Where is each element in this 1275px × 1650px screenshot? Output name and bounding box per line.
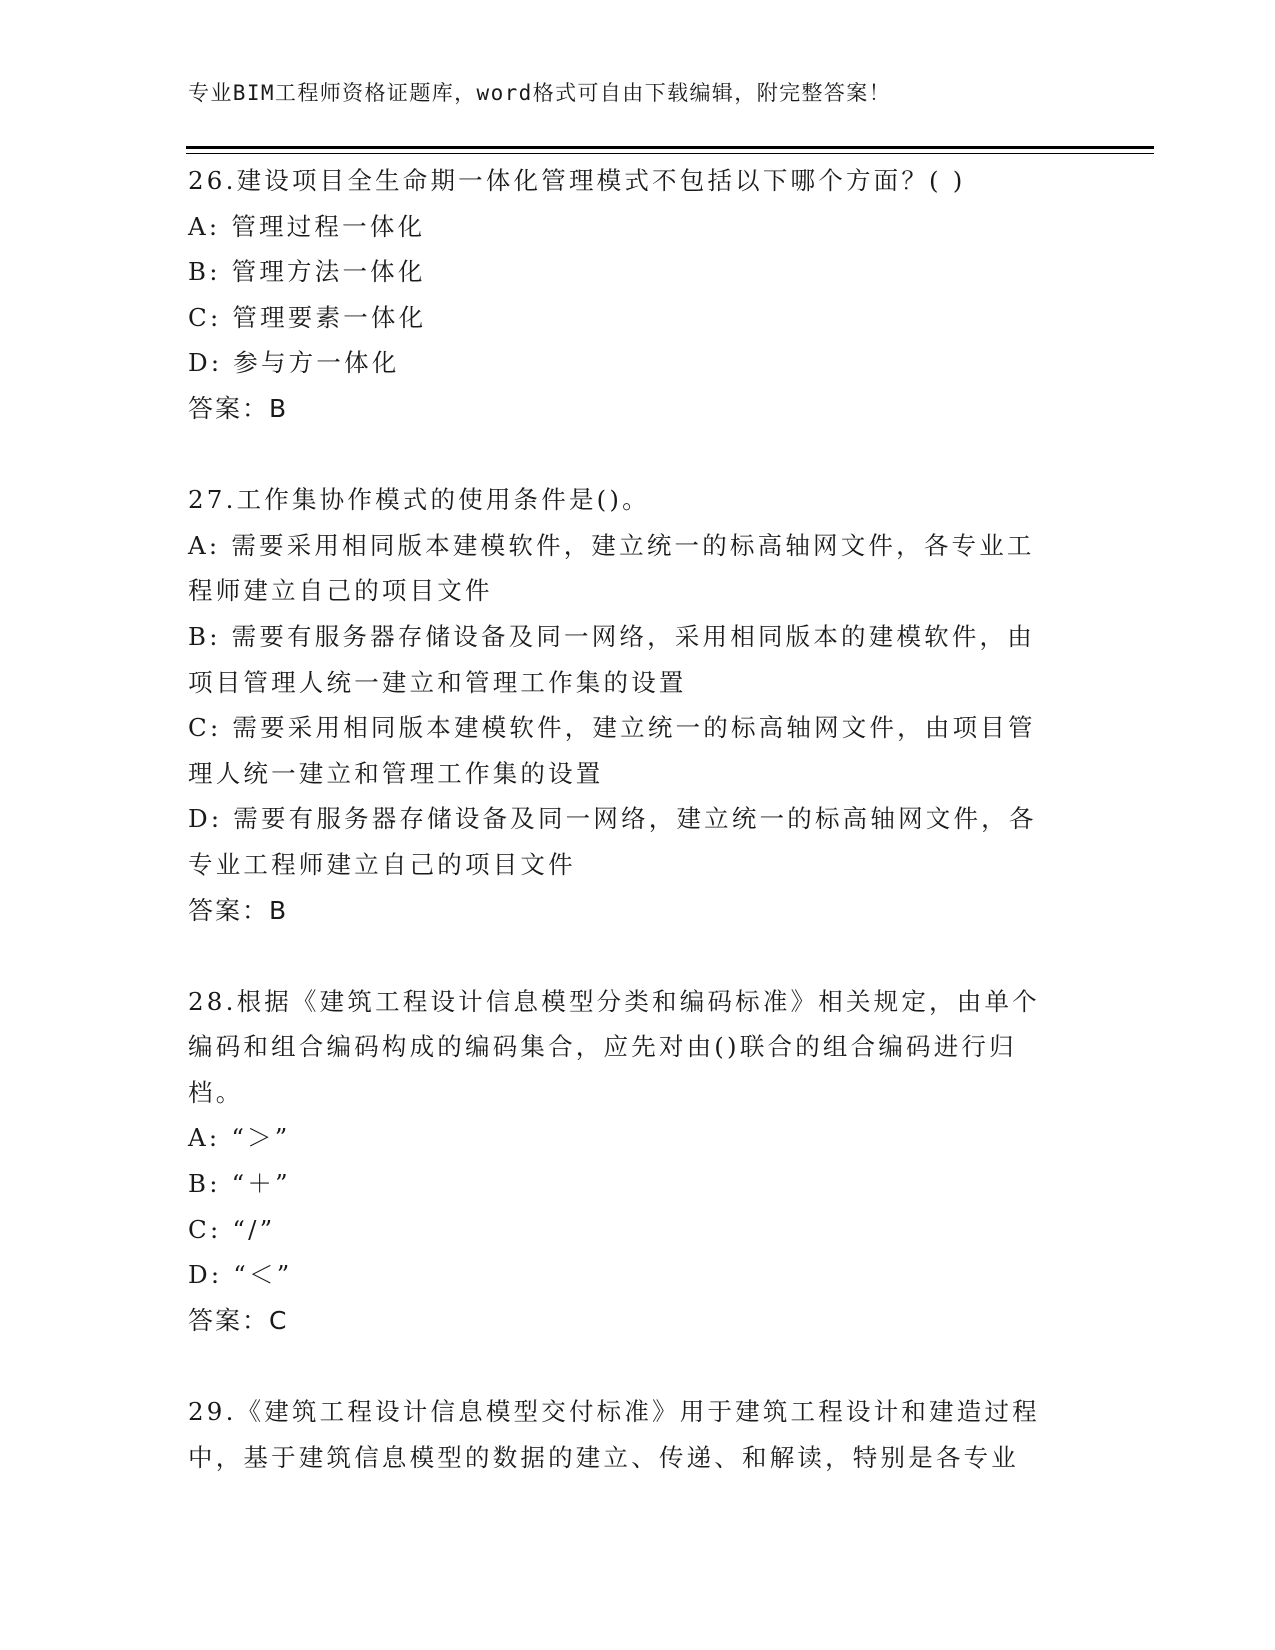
question-stem-line: 27.工作集协作模式的使用条件是()。 — [188, 485, 650, 515]
question-stem-line: 29.《建筑工程设计信息模型交付标准》用于建筑工程设计和建造过程 — [188, 1397, 1040, 1427]
option-b: B: 需要有服务器存储设备及同一网络，采用相同版本的建模软件，由 — [188, 621, 1035, 651]
option-a: A: 需要采用相同版本建模软件，建立统一的标高轴网文件，各专业工 — [188, 530, 1035, 560]
page-header: 专业BIM工程师资格证题库，word格式可自由下载编辑，附完整答案！ — [188, 81, 892, 105]
answer-line: 答案：B — [188, 895, 289, 925]
question-stem-line: 26.建设项目全生命期一体化管理模式不包括以下哪个方面？( ) — [188, 166, 966, 195]
option-a: A: 管理过程一体化 — [188, 211, 426, 241]
option-b-continued: 项目管理人统一建立和管理工作集的设置 — [188, 667, 687, 697]
question-list — [188, 158, 1088, 1480]
option-c-continued: 理人统一建立和管理工作集的设置 — [188, 758, 604, 788]
option-c: C: 需要采用相同版本建模软件，建立统一的标高轴网文件，由项目管 — [188, 713, 1036, 743]
answer-line: 答案：B — [188, 393, 289, 423]
answer-line: 答案：C — [188, 1305, 289, 1335]
option-a: A: “＞” — [188, 1123, 291, 1153]
option-d: D: 需要有服务器存储设备及同一网络，建立统一的标高轴网文件，各 — [188, 804, 1037, 834]
question-28 — [188, 979, 1088, 1344]
question-stem-line: 档。 — [188, 1077, 244, 1107]
question-stem-line: 编码和组合编码构成的编码集合，应先对由()联合的组合编码进行归 — [188, 1032, 1017, 1062]
question-stem-line: 28.根据《建筑工程设计信息模型分类和编码标准》相关规定，由单个 — [188, 986, 1040, 1016]
question-29 — [188, 1389, 1088, 1480]
option-d: D: 参与方一体化 — [188, 348, 400, 378]
option-c: C: “/” — [188, 1214, 276, 1244]
option-d: D: “＜” — [188, 1260, 293, 1290]
option-c: C: 管理要素一体化 — [188, 302, 427, 332]
option-a-continued: 程师建立自己的项目文件 — [188, 576, 493, 606]
option-b: B: 管理方法一体化 — [188, 257, 426, 287]
question-27 — [188, 477, 1088, 933]
option-b: B: “＋” — [188, 1169, 291, 1199]
header-rule-thin — [186, 153, 1154, 154]
header-rule-thick — [186, 146, 1154, 149]
question-stem-line: 中，基于建筑信息模型的数据的建立、传递、和解读，特别是各专业 — [188, 1442, 1019, 1472]
option-d-continued: 专业工程师建立自己的项目文件 — [188, 849, 576, 879]
question-26 — [188, 158, 1088, 432]
